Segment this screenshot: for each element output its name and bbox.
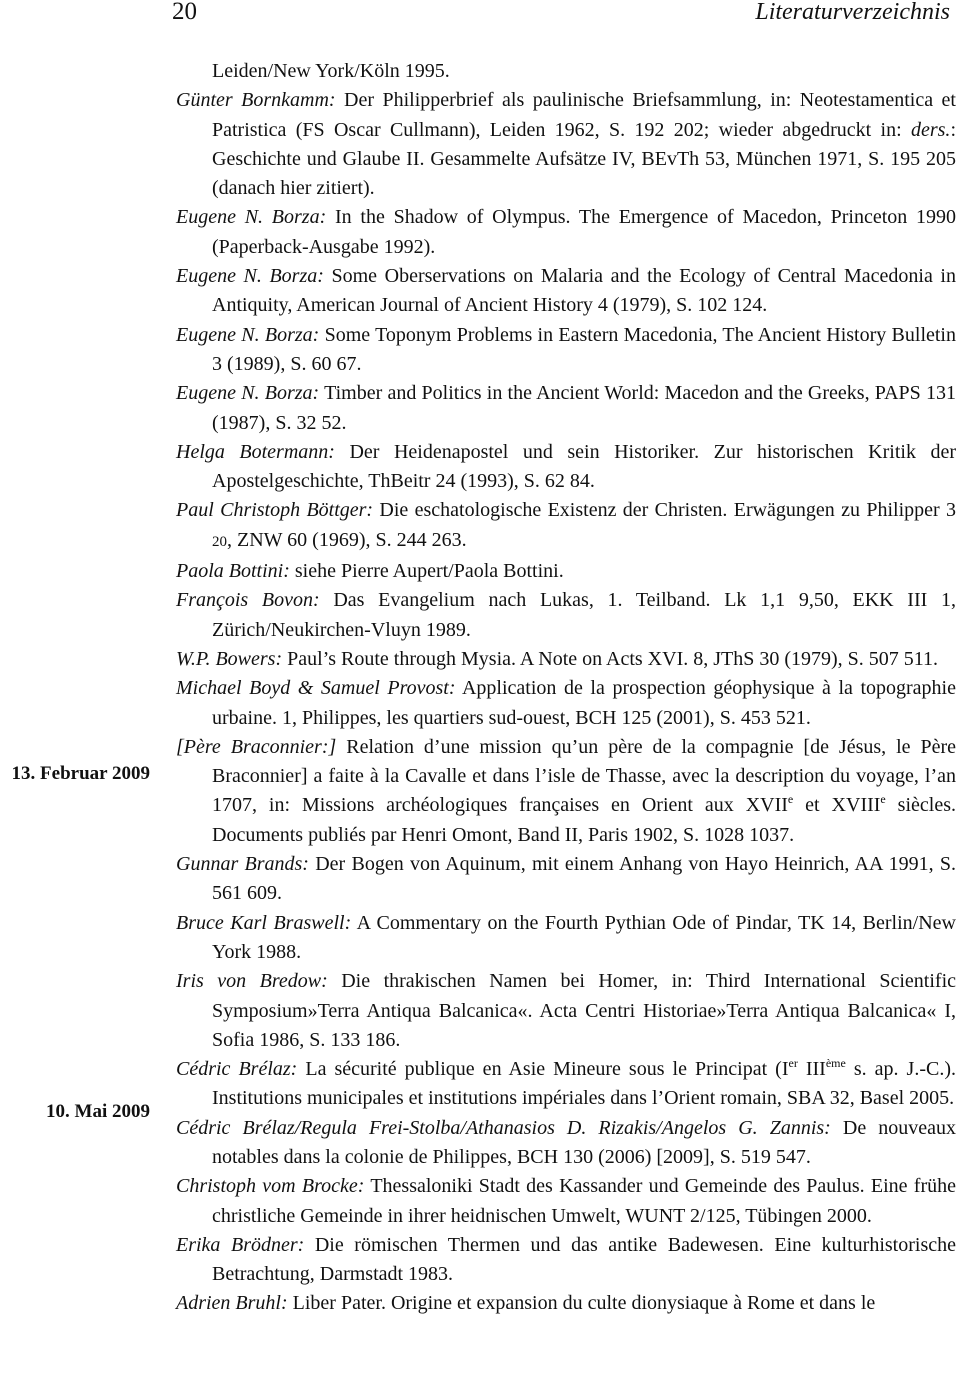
entry-author: Christoph vom Brocke:	[176, 1175, 365, 1198]
page-number: 20	[172, 0, 197, 25]
entry-text: et XVIII	[793, 794, 881, 817]
entry-text: Some Toponym Problems in Eastern Macedonia, The Ancient History Bulletin 3 (1989), S. 60 67.	[212, 323, 956, 375]
entry-author: Eugene N. Borza:	[176, 323, 320, 346]
entry-author: François Bovon:	[176, 589, 320, 612]
entry-text: Relation d’une mission qu’un père de la compagnie [de Jésus, le Père Braconnier] a faite à la Cavalle et dans l’isle de Thasse, avec la description du voyage, l’an 1707, in: Missions archéologiques françaises en Orient aux XVII	[212, 735, 956, 817]
bibliography-entry	[176, 1114, 956, 1173]
bibliography-entry	[176, 586, 956, 645]
entry-author: Cédric Brélaz/Regula Frei-Stolba/Athanasios D. Rizakis/Angelos G. Zannis:	[176, 1116, 831, 1139]
entry-text: Der Bogen von Aquinum, mit einem Anhang von Hayo Heinrich, AA 1991, S. 561 609.	[212, 853, 957, 905]
bibliography-entry	[176, 438, 956, 497]
entry-author: [Père Braconnier:]	[176, 735, 337, 758]
entry-author: Eugene N. Borza:	[176, 382, 320, 405]
entry-text: Timber and Politics in the Ancient World: Macedon and the Greeks, PAPS 131 (1987), S. 32 52.	[212, 382, 956, 434]
entry-text: Der Heidenapostel und sein Historiker. Zur historischen Kritik der Apostelgeschichte, ThBeitr 24 (1993), S. 62 84.	[212, 440, 956, 493]
entry-superscript: e	[880, 792, 886, 807]
bibliography-entry	[176, 86, 956, 203]
bibliography-entry	[176, 733, 956, 850]
entry-author: Eugene N. Borza:	[176, 265, 324, 288]
entry-italic-text: ders.	[910, 118, 951, 141]
entry-text: Die römischen Thermen und das antike Badewesen. Eine kulturhistorische Betrachtung, Darmstadt 1983.	[212, 1233, 956, 1286]
entry-superscript: e	[787, 792, 794, 807]
bibliography-entry	[176, 321, 956, 380]
entry-verse-number: 20	[212, 533, 227, 550]
entry-text: Die eschatologische Existenz der Christen. Erwägungen zu Philipper 3	[373, 499, 956, 522]
entry-superscript: er	[788, 1056, 798, 1071]
entry-author: Paola Bottini:	[176, 560, 290, 583]
entry-text: Application de la prospection géophysique à la topographie urbaine. 1, Philippes, les quartiers sud-ouest, BCH 125 (2001), S. 453 521.	[212, 677, 956, 729]
bibliography-entry	[176, 262, 956, 321]
entry-text: Die thrakischen Namen bei Homer, in: Third International Scientific Symposium»Terra Antiqua Balcanica«. Acta Centri Historiae»Terra Antiqua Balcanica« I, Sofia 1986, S. 133 186.	[212, 970, 956, 1051]
entry-text: Some Oberservations on Malaria and the Ecology of Central Macedonia in Antiquity, American Journal of Ancient History 4 (1979), S. 102 124.	[212, 265, 956, 317]
entry-text: La sécurité publique en Asie Mineure sous le Principat (I	[297, 1058, 789, 1081]
entry-text: Das Evangelium nach Lukas, 1. Teilband. Lk 1,1 9,50, EKK III 1, Zürich/Neukirchen-Vluyn 1989.	[212, 589, 956, 641]
bibliography-list	[176, 57, 957, 1319]
entry-author: Gunnar Brands:	[176, 853, 309, 876]
entry-text: Leiden/New York/Köln 1995.	[212, 60, 450, 82]
bibliography-entry	[176, 1172, 956, 1231]
entry-text: s. ap. J.-C.). Institutions municipales et institutions impériales dans l’Orient romain, SBA 32, Basel 2005.	[212, 1058, 957, 1110]
entry-text: III	[797, 1058, 826, 1081]
bibliography-entry	[176, 1231, 956, 1290]
bibliography-entry	[176, 909, 956, 968]
entry-text: In the Shadow of Olympus. The Emergence of Macedon, Princeton 1990 (Paperback-Ausgabe 1992).	[212, 206, 956, 258]
margin-note-date: 10. Mai 2009	[46, 1101, 150, 1122]
entry-text: siehe Pierre Aupert/Paola Bottini.	[289, 560, 564, 583]
bibliography-entry	[176, 1055, 957, 1114]
entry-author: Eugene N. Borza:	[176, 206, 327, 229]
entry-author: Paul Christoph Böttger:	[176, 499, 374, 522]
bibliography-entry	[176, 1289, 956, 1318]
bibliography-entry	[176, 674, 956, 733]
entry-text: Paul’s Route through Mysia. A Note on Acts XVI. 8, JThS 30 (1979), S. 507 511.	[282, 647, 939, 670]
entry-author: Günter Bornkamm:	[176, 89, 336, 112]
entry-text: Liber Pater. Origine et expansion du culte dionysiaque à Rome et dans le	[287, 1292, 876, 1315]
entry-author: Bruce Karl Braswell:	[176, 911, 352, 934]
entry-text: , ZNW 60 (1969), S. 244 263.	[227, 528, 467, 551]
entry-text: De nouveaux notables dans la colonie de Philippes, BCH 130 (2006) [2009], S. 519 547.	[212, 1116, 956, 1168]
entry-text: Der Philipperbrief als paulinische Briefsammlung, in: Neotestamentica et Patristica (FS Oscar Cullmann), Leiden 1962, S. 192 202; wieder abgedruckt in:	[212, 89, 956, 141]
bibliography-entry	[176, 850, 957, 909]
entry-author: W.P. Bowers:	[176, 647, 283, 670]
entry-text: : Geschichte und Glaube II. Gesammelte Aufsätze IV, BEvTh 53, München 1971, S. 195 205 (danach hier zitiert).	[212, 118, 956, 200]
bibliography-entry	[176, 203, 956, 262]
bibliography-entry	[212, 57, 956, 86]
entry-text: Thessaloniki Stadt des Kassander und Gemeinde des Paulus. Eine frühe christliche Gemeinde in ihrer heidnischen Umwelt, WUNT 2/125, Tübingen 2000.	[212, 1175, 956, 1227]
entry-text: siècles. Documents publiés par Henri Omont, Band II, Paris 1902, S. 1028 1037.	[212, 794, 956, 846]
entry-author: Adrien Bruhl:	[176, 1292, 288, 1315]
bibliography-entry	[176, 379, 956, 438]
bibliography-entry	[176, 557, 956, 586]
bibliography-entry	[176, 645, 956, 674]
entry-superscript: ème	[825, 1056, 846, 1071]
margin-note-date: 13. Februar 2009	[11, 763, 150, 784]
running-title: Literaturverzeichnis	[755, 0, 950, 25]
entry-text: A Commentary on the Fourth Pythian Ode of Pindar, TK 14, Berlin/New York 1988.	[212, 911, 956, 963]
bibliography-entry	[176, 496, 956, 557]
entry-author: Cédric Brélaz:	[176, 1058, 298, 1081]
bibliography-entry	[176, 967, 956, 1055]
entry-author: Helga Botermann:	[176, 440, 335, 463]
entry-author: Erika Brödner:	[176, 1233, 305, 1256]
entry-author: Michael Boyd & Samuel Provost:	[176, 677, 456, 700]
entry-author: Iris von Bredow:	[176, 970, 328, 993]
